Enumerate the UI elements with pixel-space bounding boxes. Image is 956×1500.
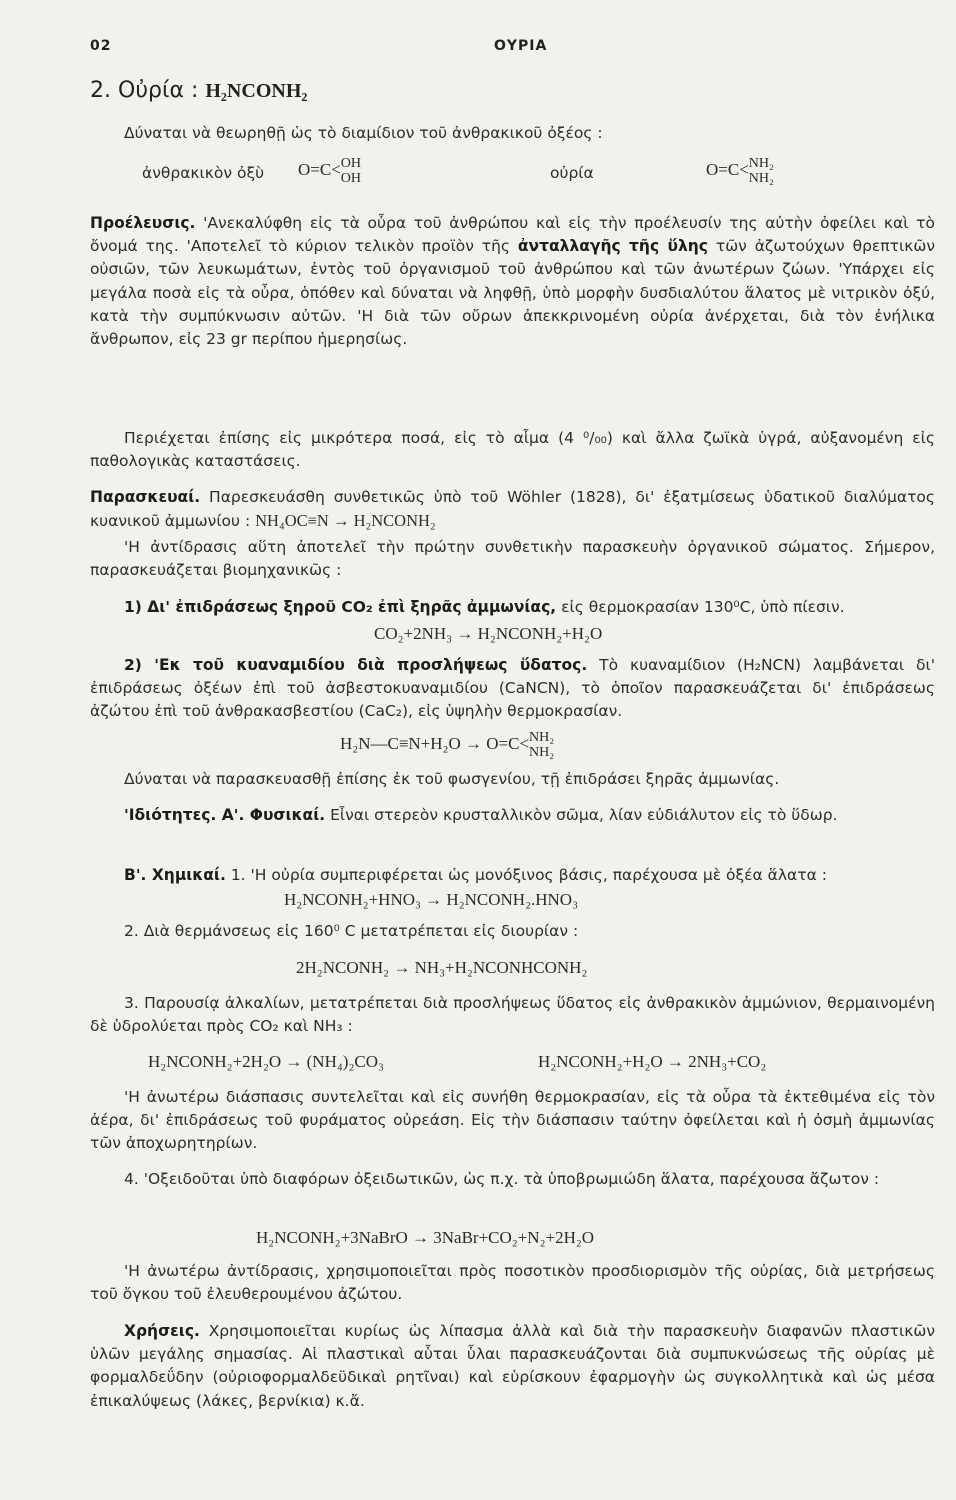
origin-bold-phrase: ἀνταλλαγῆς τῆς ὕλης — [517, 237, 708, 256]
uses-heading: Χρήσεις. — [124, 1322, 200, 1340]
physical-properties: 'Ιδιότητες. Α'. Φυσικαί. Εἶναι στερεὸν κρυσταλλικὸν σῶμα, λίαν εὐδιάλυτον εἰς τὸ ὕδωρ. — [124, 806, 838, 824]
method-2: 2) 'Εκ τοῦ κυαναμιδίου διὰ προσλήψεως ὕδατος. Τὸ κυαναμίδιον (H₂NCN) λαμβάνεται δι' ἐπιδράσεως ὀξέων ἐπὶ τοῦ ἀσβεστοκυαναμιδίου (CaNCN), τὸ ὁποῖον παρασκευάζεται δι' ἐπιδράσεως ἀζώτου ἐπὶ τοῦ ἀνθρακασβεστίου (CaC₂), εἰς ὑψηλὴν θερμοκρασίαν. — [90, 656, 935, 721]
urea-structure: O=C<NH₂ NH₂ — [706, 156, 774, 186]
section-title — [90, 78, 307, 103]
preparation-heading: Παρασκευαί. — [90, 488, 201, 506]
chemical-heading: Β'. Χημικαί. — [124, 866, 226, 884]
chemical-property-2: 2. Διὰ θερμάνσεως εἰς 160⁰ C μετατρέπεται εἰς διουρίαν : — [124, 922, 579, 940]
running-title: ΟΥΡΙΑ — [494, 38, 548, 54]
origin-paragraph: Προέλευσις. 'Ανεκαλύφθη εἰς τὰ οὖρα τοῦ ἀνθρώπου καὶ εἰς τὴν προέλευσίν της αὐτὴν ὀφείλει καὶ τὸ ὄνομά της. 'Αποτελεῖ τὸ κύριον τελικὸν προϊὸν τῆς ἀνταλλαγῆς τῆς ὕλης τῶν ἀζωτούχων θρεπτικῶν οὐσιῶν, τῶν λευκωμάτων, ἐντὸς τοῦ ὀργανισμοῦ τοῦ ἀνθρώπου καὶ τῶν ἀνωτέρων ζώων. 'Υπάρχει εἰς μεγάλα ποσὰ εἰς τὰ οὖρα, ὁπόθεν καὶ δύναται νὰ ληφθῇ, ὑπὸ μορφὴν δυσδιαλύτου ἅλατος μὲ νιτρικὸν ὀξύ, κατὰ τὴν συμπύκνωσιν αὐτῶν. 'Η διὰ τῶν οὔρων ἀπεκκρινομένη οὐρία ἀνέρχεται, διὰ τὸν ἐνήλικα ἄνθρωπον, εἰς 23 gr περίπου ἡμερησίως. — [90, 214, 935, 349]
method-1-reaction: CO₂+2NH₃ → H₂NCONH₂+H₂O — [374, 624, 603, 643]
acid-label: ἀνθρακικὸν ὀξὺ — [142, 164, 265, 182]
preparation-paragraph: Παρασκευαί. Παρεσκευάσθη συνθετικῶς ὑπὸ τοῦ Wöhler (1828), δι' ἐξατμίσεως ὑδατικοῦ διαλύματος κυανικοῦ ἀμμωνίου : NH₄OC≡N → H₂NCONH₂ — [90, 488, 935, 531]
c4-note: 'Η ἀνωτέρω ἀντίδρασις, χρησιμοποιεῖται πρὸς ποσοτικὸν προσδιορισμὸν τῆς οὐρίας, διὰ μετρήσεως τοῦ ὄγκου τοῦ ἐλευθερουμένου ἀζώτου. — [90, 1262, 935, 1304]
origin-heading: Προέλευσις. — [90, 214, 196, 232]
urea-label: οὐρία — [550, 164, 594, 182]
chemical-property-3: 3. Παρουσίᾳ ἀλκαλίων, μετατρέπεται διὰ προσλήψεως ὕδατος εἰς ἀνθρακικὸν ἀμμώνιον, θερμαινομένη δὲ ὑδρολύεται πρὸς CO₂ καὶ NH₃ : — [90, 994, 935, 1036]
acid-structure: O=C<OH OH — [298, 156, 362, 186]
section-formula: H₂NCONH₂ — [205, 80, 308, 102]
c3-reaction-b: H₂NCONH₂+H₂O → 2NH₃+CO₂ — [538, 1052, 767, 1071]
c2-reaction: 2H₂NCONH₂ → NH₃+H₂NCONHCONH₂ — [296, 958, 588, 977]
c1-reaction: H₂NCONH₂+HNO₃ → H₂NCONH₂.HNO₃ — [284, 890, 579, 909]
wohler-reaction: NH₄OC≡N → H₂NCONH₂ — [255, 511, 436, 531]
section-number: 2. — [90, 78, 111, 103]
method-1: 1) Δι' ἐπιδράσεως ξηροῦ CO₂ ἐπὶ ξηρᾶς ἀμμωνίας, εἰς θερμοκρασίαν 130⁰C, ὑπὸ πίεσιν. — [124, 598, 845, 616]
preparation-paragraph-2: 'Η ἀντίδρασις αὕτη ἀποτελεῖ τὴν πρώτην συνθετικὴν παρασκευὴν ὀργανικοῦ σώματος. Σήμερον, παρασκευάζεται βιομηχανικῶς : — [90, 538, 935, 580]
preparation-paragraph-3: Δύναται νὰ παρασκευασθῇ ἐπίσης ἐκ τοῦ φωσγενίου, τῇ ἐπιδράσει ξηρᾶς ἀμμωνίας. — [124, 770, 780, 788]
chemical-property-1: Β'. Χημικαί. 1. 'Η οὐρία συμπεριφέρεται ὡς μονόξινος βάσις, παρέχουσα μὲ ὀξέα ἅλατα : — [124, 866, 827, 884]
method-2-reaction: H₂N—C≡N+H₂O → O=C<NH₂ NH₂ — [340, 730, 555, 760]
c4-reaction: H₂NCONH₂+3NaBrO → 3NaBr+CO₂+N₂+2H₂O — [256, 1228, 595, 1247]
uses-paragraph: Χρήσεις. Χρησιμοποιεῖται κυρίως ὡς λίπασμα ἀλλὰ καὶ διὰ τὴν παρασκευὴν διαφανῶν πλαστικῶν ὑλῶν μεγάλης σημασίας. Αἱ πλαστικαὶ αὗται ὗλαι παρασκευάζονται διὰ συμπυκνώσεως τῆς οὐρίας μὲ φορμαλδεΰδην (οὐριοφορμαλδεϋδικαὶ ρητῖναι) καὶ εὑρίσκουν ἐφαρμογὴν ὡς συγκολλητικὰ καὶ ὡς μέσα ἐπικαλύψεως (λάκες, βερνίκια) κ.ἄ. — [90, 1322, 935, 1410]
c3-reaction-a: H₂NCONH₂+2H₂O → (NH₄)₂CO₃ — [148, 1052, 384, 1071]
intro-paragraph: Δύναται νὰ θεωρηθῇ ὡς τὸ διαμίδιον τοῦ ἀνθρακικοῦ ὀξέος : — [124, 124, 603, 142]
properties-heading: 'Ιδιότητες. Α'. Φυσικαί. — [124, 806, 326, 824]
c3-note: 'Η ἀνωτέρω διάσπασις συντελεῖται καὶ εἰς συνήθη θερμοκρασίαν, εἰς τὰ οὖρα τὰ ἐκτεθιμένα εἰς τὸν ἀέρα, δι' ἐπιδράσεως τοῦ φυράματος οὐρεάση. Εἰς τὴν διάσπασιν ταύτην ὀφείλεται καὶ ἡ ὀσμὴ ἀμμωνίας τῶν ἀποχωρητηρίων. — [90, 1088, 935, 1153]
chemical-property-4: 4. 'Οξειδοῦται ὑπὸ διαφόρων ὀξειδωτικῶν, ὡς π.χ. τὰ ὑποβρωμιώδη ἅλατα, παρέχουσα ἄζωτον : — [124, 1170, 880, 1188]
origin-paragraph-2: Περιέχεται ἐπίσης εἰς μικρότερα ποσά, εἰς τὸ αἷμα (4 ⁰/₀₀) καὶ ἄλλα ζωϊκὰ ὑγρά, αὐξανομένη εἰς παθολογικὰς καταστάσεις. — [90, 429, 935, 471]
section-name: Οὐρία : — [118, 78, 199, 103]
page-number: 02 — [90, 38, 112, 54]
